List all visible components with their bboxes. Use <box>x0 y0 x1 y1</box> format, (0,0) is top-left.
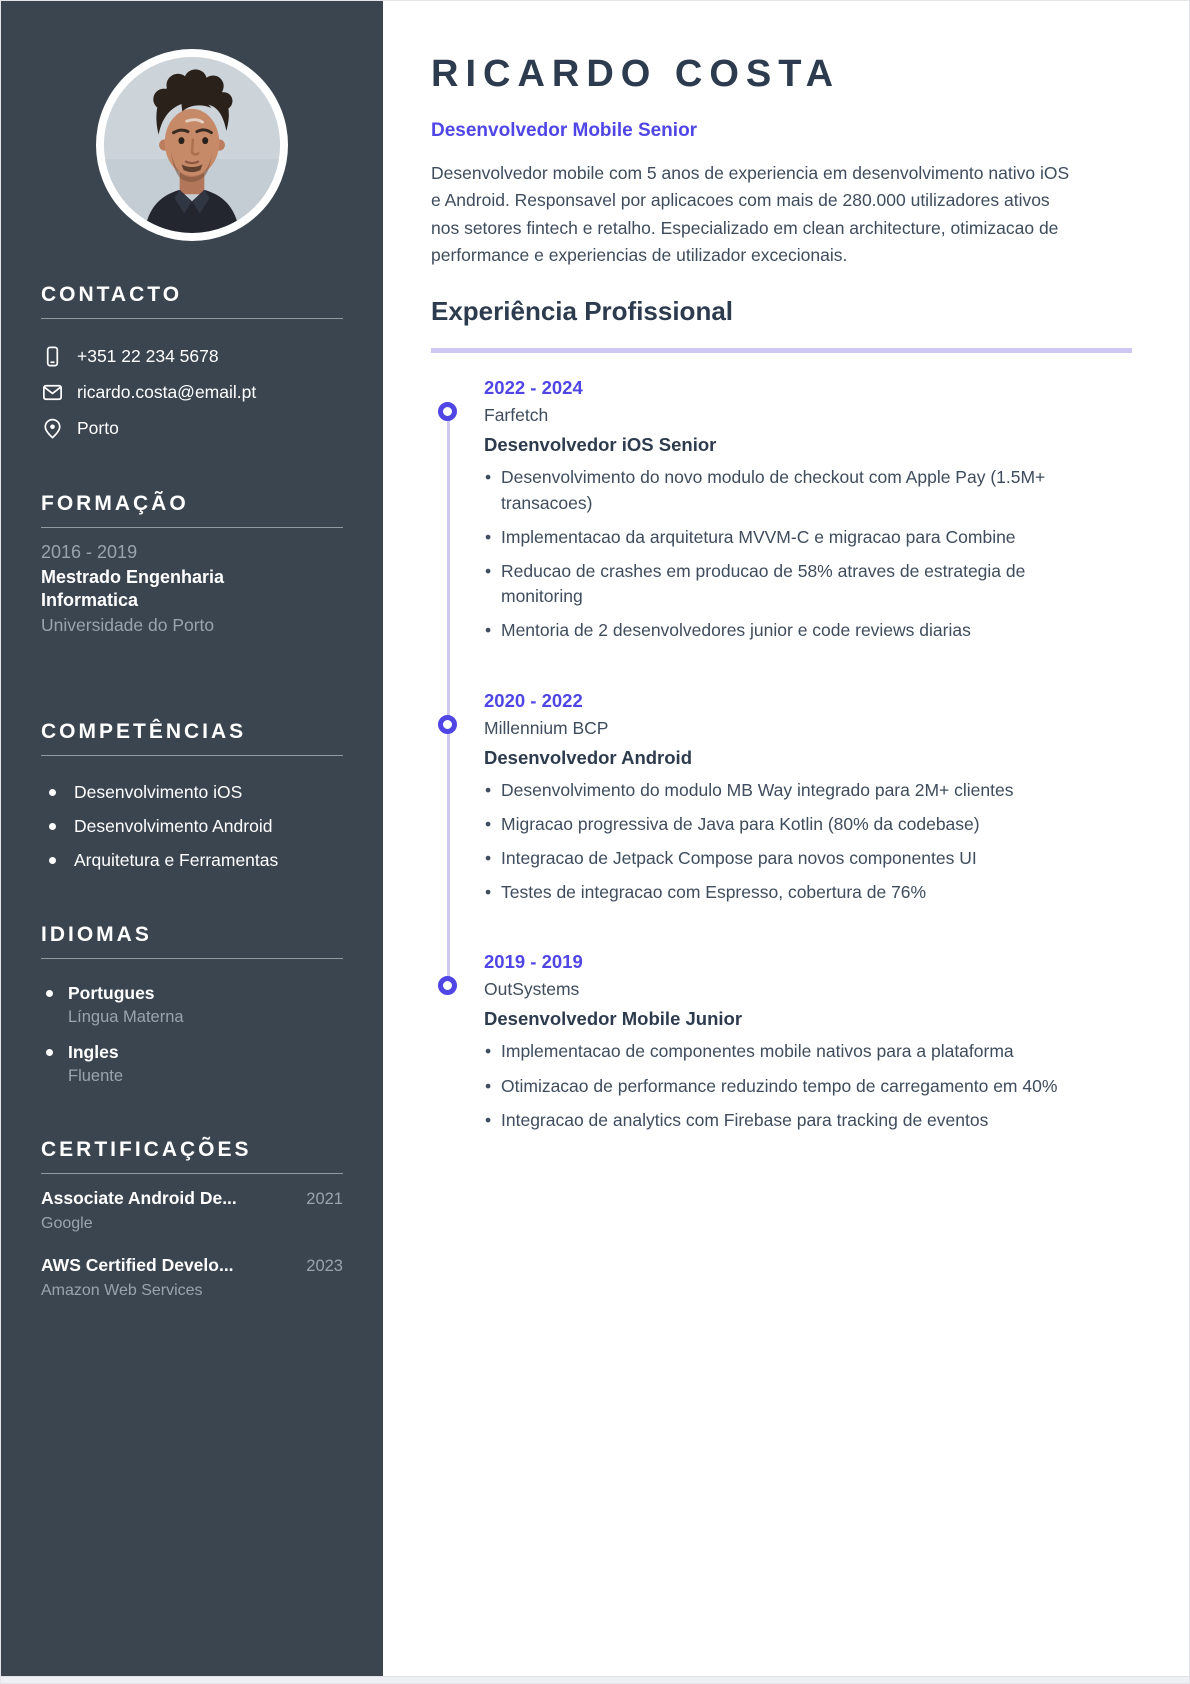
job-title: Desenvolvedor Mobile Senior <box>431 120 698 141</box>
profile-photo <box>41 49 343 241</box>
entry-role: Desenvolvedor Android <box>484 746 692 768</box>
contact-section <box>41 283 343 440</box>
skill-label: Desenvolvimento Android <box>74 816 273 837</box>
bullet-dot <box>49 857 56 864</box>
sidebar <box>1 1 383 1678</box>
education-period: 2016 - 2019 <box>41 542 138 562</box>
entry-period: 2020 - 2022 <box>484 689 583 711</box>
entry-bullets <box>484 1039 1132 1133</box>
bullet-item: • Implementacao da arquitetura MVVM-C e migracao para Combine <box>484 525 1091 550</box>
certification-item <box>41 1255 343 1300</box>
experience-section-title: Experiência Profissional <box>431 295 734 326</box>
certification-year: 2021 <box>306 1190 343 1209</box>
person-name: RICARDO COSTA <box>431 53 841 95</box>
contact-row-location <box>41 417 343 440</box>
experience-entry <box>484 951 1132 1133</box>
bullet-item: • Desenvolvimento do novo modulo de checkout com Apple Pay (1.5M+ transacoes) <box>484 465 1091 515</box>
contact-list <box>41 345 343 440</box>
languages-section <box>41 923 343 1086</box>
certifications-list <box>41 1188 343 1300</box>
bullet-dot <box>46 990 53 997</box>
divider <box>41 755 343 756</box>
skill-label: Arquitetura e Ferramentas <box>74 850 279 871</box>
summary-paragraph: Desenvolvedor mobile com 5 anos de experiencia em desenvolvimento nativo iOS e Android. Responsavel por aplicacoes com mais de 280.000 utilizadores ativos nos setores fintech e retalho. Especializado em clean architecture, otimizacao de performance e experiencias de utilizador excecionais. <box>431 163 1070 266</box>
experience-title-underline <box>431 348 1132 353</box>
main-content <box>383 1 1189 1683</box>
timeline-dot <box>438 715 457 734</box>
bullet-item: • Integracao de analytics com Firebase para tracking de eventos <box>484 1108 1091 1133</box>
entry-bullets <box>484 465 1132 643</box>
divider <box>41 527 343 528</box>
entry-role: Desenvolvedor Mobile Junior <box>484 1008 743 1030</box>
bullet-item: • Implementacao de componentes mobile nativos para a plataforma <box>484 1039 1091 1064</box>
experience-entry <box>484 377 1132 643</box>
skills-list <box>41 782 343 871</box>
divider <box>41 958 343 959</box>
experience-entry <box>484 690 1132 906</box>
bullet-dot <box>49 789 56 796</box>
timeline-dot <box>438 976 457 995</box>
language-item <box>41 1042 343 1086</box>
bullet-item: • Desenvolvimento do modulo MB Way integrado para 2M+ clientes <box>484 778 1091 803</box>
entry-company: Farfetch <box>484 405 549 426</box>
portrait-illustration <box>104 57 280 233</box>
language-name: Ingles <box>68 1042 119 1063</box>
entry-bullets <box>484 778 1132 906</box>
language-level: Fluente <box>68 1067 124 1086</box>
certification-item <box>41 1188 343 1233</box>
divider <box>41 318 343 319</box>
language-level: Língua Materna <box>68 1008 184 1027</box>
entry-role: Desenvolvedor iOS Senior <box>484 434 717 456</box>
contact-title: CONTACTO <box>41 283 183 306</box>
phone-value: +351 22 234 5678 <box>77 346 219 366</box>
phone-icon <box>41 345 64 368</box>
certification-year: 2023 <box>306 1257 343 1276</box>
page-bottom-strip <box>1 1676 1189 1683</box>
bullet-item: • Testes de integracao com Espresso, cobertura de 76% <box>484 880 1091 905</box>
timeline-dot <box>438 402 457 421</box>
contact-row-phone <box>41 345 343 368</box>
certification-name: AWS Certified Develo... <box>41 1255 234 1276</box>
certifications-title: CERTIFICAÇÕES <box>41 1138 252 1162</box>
education-degree: Mestrado Engenharia Informatica <box>41 567 225 611</box>
skills-title: COMPETÊNCIAS <box>41 720 247 744</box>
education-section <box>41 492 343 636</box>
skill-item <box>41 816 343 837</box>
divider <box>41 1173 343 1174</box>
languages-title: IDIOMAS <box>41 923 152 947</box>
languages-list <box>41 983 343 1086</box>
education-school: Universidade do Porto <box>41 615 215 636</box>
entry-company: Millennium BCP <box>484 717 609 738</box>
location-value: Porto <box>77 418 119 438</box>
location-icon <box>41 417 64 440</box>
entry-period: 2022 - 2024 <box>484 377 583 399</box>
education-item <box>41 542 343 636</box>
skills-section <box>41 720 343 871</box>
certifications-section <box>41 1138 343 1300</box>
bullet-dot <box>49 823 56 830</box>
bullet-item: • Reducao de crashes em producao de 58% atraves de estrategia de monitoring <box>484 559 1091 609</box>
email-value: ricardo.costa@email.pt <box>77 382 257 402</box>
certification-issuer: Google <box>41 1215 93 1233</box>
bullet-item: • Migracao progressiva de Java para Kotlin (80% da codebase) <box>484 812 1091 837</box>
entry-company: OutSystems <box>484 979 580 1000</box>
email-icon <box>41 381 64 404</box>
skill-label: Desenvolvimento iOS <box>74 782 243 803</box>
experience-timeline <box>431 377 1132 1132</box>
avatar <box>96 49 288 241</box>
skill-item <box>41 850 343 871</box>
entry-period: 2019 - 2019 <box>484 951 583 973</box>
bullet-dot <box>46 1049 53 1056</box>
certification-issuer: Amazon Web Services <box>41 1282 203 1300</box>
bullet-item: • Mentoria de 2 desenvolvedores junior e code reviews diarias <box>484 618 1091 643</box>
language-name: Portugues <box>68 983 155 1004</box>
bullet-item: • Otimizacao de performance reduzindo tempo de carregamento em 40% <box>484 1074 1091 1099</box>
bullet-item: • Integracao de Jetpack Compose para novos componentes UI <box>484 846 1091 871</box>
education-title: FORMAÇÃO <box>41 492 189 515</box>
language-item <box>41 983 343 1027</box>
skill-item <box>41 782 343 803</box>
contact-row-email <box>41 381 343 404</box>
certification-name: Associate Android De... <box>41 1188 237 1209</box>
